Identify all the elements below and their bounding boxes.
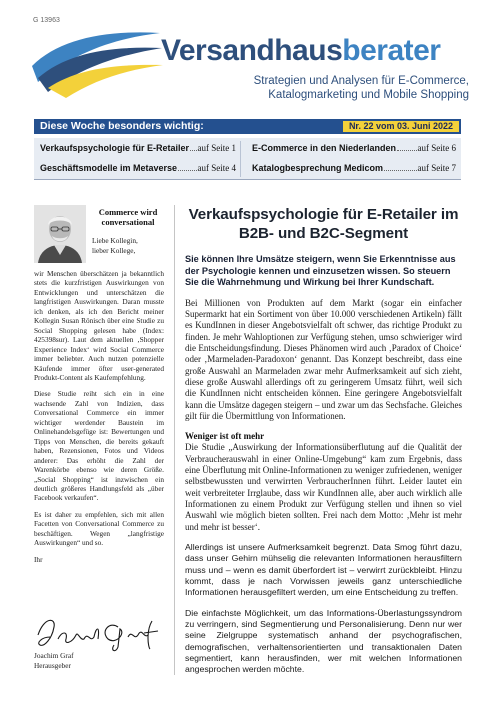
toc-divider <box>240 141 241 177</box>
handwritten-signature-icon <box>34 613 164 653</box>
article-paragraph: Die Studie „Auswirkung der Informationsüberflutung auf die Qualität der Verbraucherauswahl in einer Online-Umgebung“ kam zum Ergebnis, dass eine Überflutung mit Online-Informationen zu weniger zufriedenen, weniger selbstbewussten und verwirrten VerbraucherInnen führt. Leider lautet ein weit verbreiteter Irrglaube, dass wir KundInnen alle, aber auch wirklich alle Informationen zu einem Produkt zur Verfügung stellen und ihnen so viel Auswahl wie möglich bieten sollten. Frei nach dem Motto: ‚Mehr ist mehr und mehr ist besser‘. <box>185 442 462 532</box>
brand-logo <box>161 34 440 68</box>
toc-item[interactable] <box>252 143 456 154</box>
column-divider <box>174 205 175 675</box>
editorial-paragraph: Diese Studie reiht sich ein in eine wachsende Zahl von Indizien, dass Conversational Commerce ein immer wichtiger werdender Baustein im Onlinehandelsgefüge ist: Bewertungen und Tipps von Menschen, die bereits gekauft haben, Rezensionen, Fotos und Videos anderer: Das erhöht die Zahl der Warenkörbe ebenso wie deren Größe. „Social Shopping“ ist inzwischen ein deutlich größeres Handlungsfeld als „über Facebook verkaufen“. <box>34 389 164 503</box>
headline-line: Verkaufspsychologie für E-Retailer im <box>188 206 459 223</box>
article-paragraph: Allerdings ist unsere Aufmerksamkeit begrenzt. Data Smog führt dazu, dass unser Gehirn mühselig die relevanten Informationen herausfiltern muss und – wenn es damit überfordert ist – verwirrt zurückbleibt. Hinzu kommt, dass je nach Vorwissen jeweils ganz unterschiedliche Informationen herausgefiltert werden, um eine Entscheidung zu treffen. <box>185 542 462 598</box>
toc-leader-dots <box>190 143 196 151</box>
toc-item-page: auf Seite 1 <box>197 143 236 153</box>
headline-line: B2B- und B2C-Segment <box>238 225 409 242</box>
article-body <box>185 298 462 676</box>
toc-leader-dots <box>384 163 416 171</box>
article-paragraph: Die einfachste Möglichkeit, um das Informations-Überlastungssyndrom zu verringern, sind Segmentierung und Personalisierung. Denn nur wer seine Zielgruppe systematisch anhand der psychografischen, demografischen, verhaltensorientierten und transaktionalen Daten segmentiert, kann herausfinden, wer mit welchen Informationen angesprochen werden möchte. <box>185 607 462 675</box>
toc-item-page: auf Seite 6 <box>417 143 456 153</box>
issue-badge: Nr. 22 vom 03. Juni 2022 <box>343 121 459 132</box>
brand-name-part2: berater <box>342 34 441 67</box>
greeting-line: Liebe Kollegin, <box>92 236 138 245</box>
toc-leader-dots <box>178 163 196 171</box>
editorial-signoff <box>34 651 74 670</box>
toc-item[interactable] <box>252 163 456 174</box>
editor-role: Herausgeber <box>34 660 71 670</box>
article-paragraph: Bei Millionen von Produkten auf dem Markt (sogar ein einfacher Supermarkt hat ein Sortiment von über 10.000 verschiedenen Artikeln) fällt es KundInnen in dieser Angebotsvielfalt oft schwer, das richtige Produkt zu finden. Je mehr Wahloptionen zur Verfügung stehen, umso schwieriger wird die Entscheidungsfindung. Dieses Phänomen wird auch ‚Paradox of Choice‘ oder ‚Marmeladen-Paradoxon‘ genannt. Das Konzept beschreibt, dass eine große Auswahl an Marmeladen zwar mehr Aufmerksamkeit auf sich zieht, diese große Auswahl allerdings oft zu geringerem Umsatz führt, weil sich die KundInnen nicht entscheiden können. Eine geringere Angebotsvielfalt kann die Umsätze dagegen steigern – und zwar um das Sechsfache. Gleiches gilt für die Übermittlung von Informationen. <box>185 297 462 421</box>
editorial-closing: Ihr <box>34 554 43 564</box>
toc-leader-dots <box>397 143 416 151</box>
table-of-contents <box>34 138 461 180</box>
tagline <box>219 74 469 102</box>
tagline-line2: Katalogmarketing und Mobile Shopping <box>268 89 469 101</box>
week-highlights-bar <box>34 119 461 134</box>
article-lead: Sie können Ihre Umsätze steigern, wenn Sie Erkenntnisse aus der Psychologie kennen und einzusetzen wissen. So steuern Sie die Wahrnehmung und Wirkung bei Ihrer Kundschaft. <box>185 254 456 287</box>
toc-item-page: auf Seite 4 <box>197 163 236 173</box>
tagline-line1: Strategien und Analysen für E-Commerce, <box>253 75 469 87</box>
toc-item[interactable] <box>40 163 236 174</box>
editorial-greeting <box>92 236 164 256</box>
brand-name-part1: Versandhaus <box>161 34 343 67</box>
article-headline <box>185 205 462 243</box>
editor-portrait-icon <box>34 205 86 263</box>
article-subhead: Weniger ist oft mehr <box>185 431 265 442</box>
toc-item-title: Verkaufspsychologie für E-Retailer <box>40 143 190 153</box>
editor-name: Joachim Graf <box>34 651 74 660</box>
toc-item-title: Geschäftsmodelle im Metaverse <box>40 163 178 173</box>
logo-swoosh-icon <box>30 24 165 99</box>
editorial-body <box>34 269 164 566</box>
lead-article <box>185 205 462 676</box>
toc-item-page: auf Seite 7 <box>417 163 456 173</box>
publication-code: G 13963 <box>33 17 60 24</box>
week-highlights-label: Diese Woche besonders wichtig: <box>40 120 204 132</box>
greeting-line: lieber Kollege, <box>92 246 136 255</box>
toc-item[interactable] <box>40 143 236 154</box>
editorial-paragraph: wir Menschen überschätzen ja bekanntlich stets die kurzfristigen Auswirkungen von Entwicklungen und unterschätzen die langfristigen Auswirkungen. Daran musste ich denken, als ich den Bericht meiner Kollegin Susan Rönisch über eine Studie zu Social Shopping gelesen habe (Index: 425398sur). Laut dem aktuellen ‚Shopper Experience Index‘ wird Social Commerce immer beliebter. Auch nutzen potenzielle Käufende immer öfter user-generated Produkt-Content als Kaufempfehlung. <box>34 269 164 382</box>
editorial-paragraph: Es ist daher zu empfehlen, sich mit allen Facetten von Conversational Commerce zu beschäftigen. Wegen „langfristige Auswirkungen“ und so. <box>34 509 164 548</box>
toc-item-title: Katalogbesprechung Medicom <box>252 163 384 173</box>
toc-item-title: E-Commerce in den Niederlanden <box>252 143 397 153</box>
editorial-heading: Commerce wird conversational <box>98 207 158 227</box>
